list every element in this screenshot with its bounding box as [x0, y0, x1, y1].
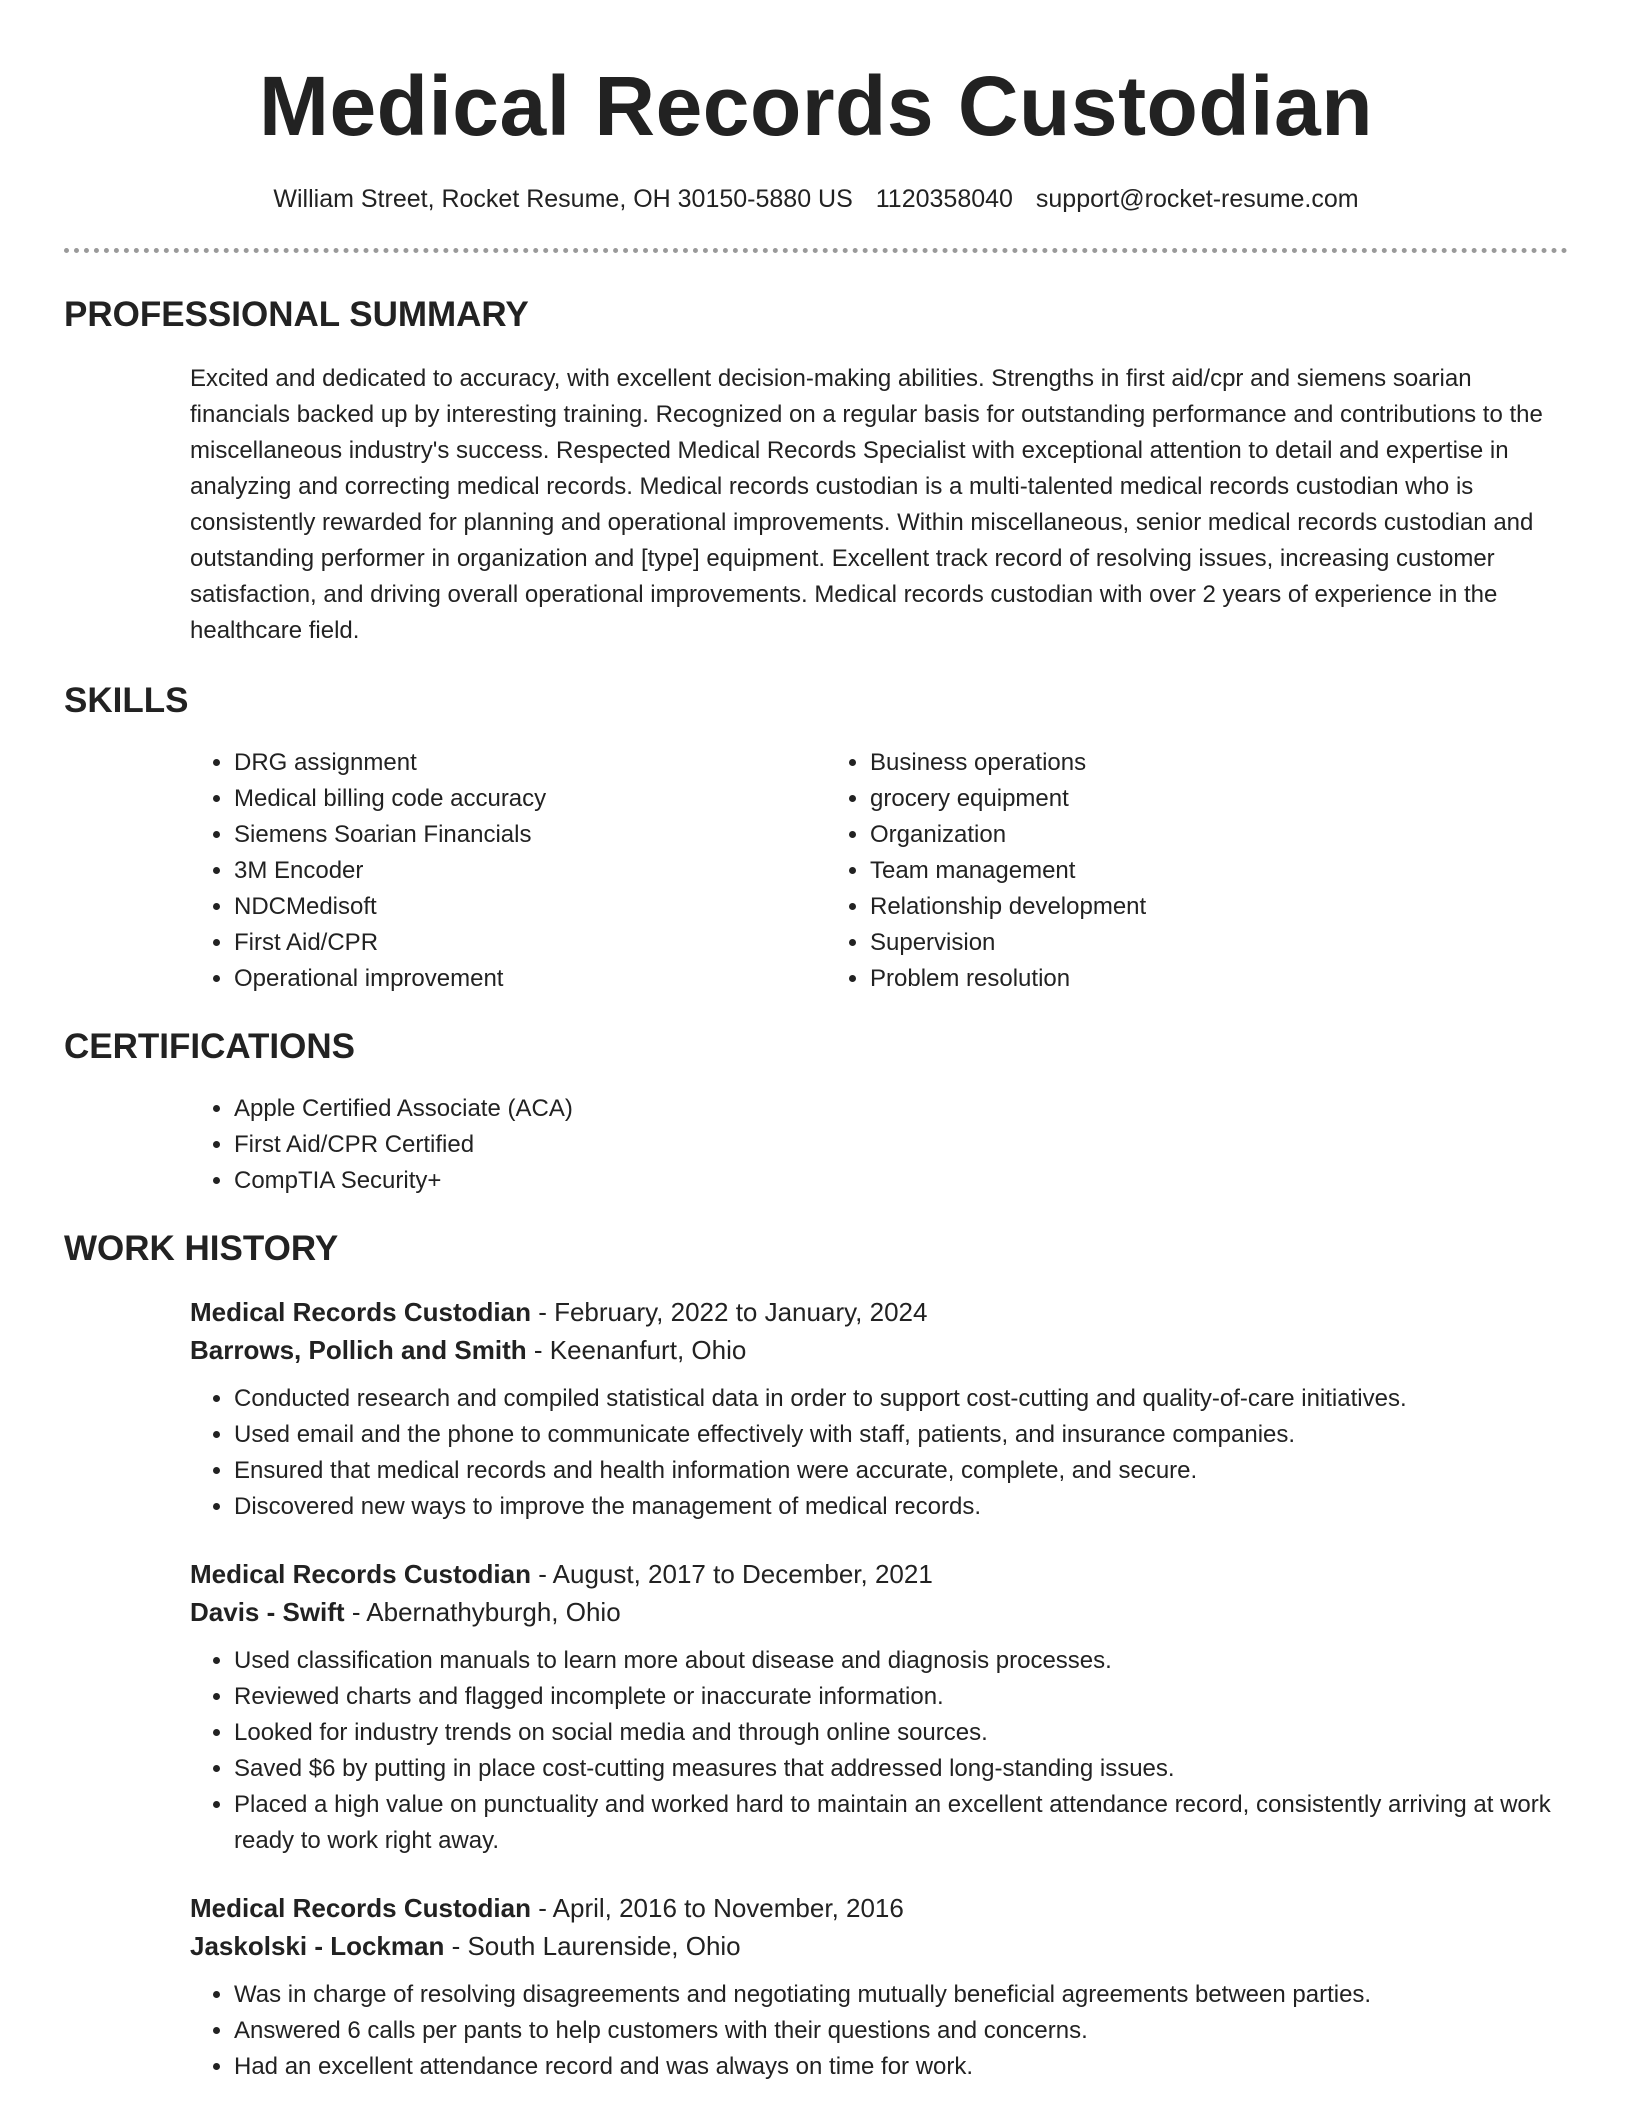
- job-location: - Keenanfurt, Ohio: [526, 1335, 747, 1365]
- section-title-certifications: CERTIFICATIONS: [64, 1027, 356, 1066]
- job-bullet: • Reviewed charts and flagged incomplete or inaccurate information.: [234, 1679, 1568, 1715]
- contact-line: [64, 182, 1568, 216]
- certification-item: • CompTIA Security+: [234, 1163, 1568, 1199]
- summary-text: Excited and dedicated to accuracy, with excellent decision-making abilities. Strengths in first aid/cpr and siemens soarian financials backed up by interesting training. Recognized on a regular basis for outstanding performance and contributions to the miscellaneous industry's success. Respected Medical Records Specialist with exceptional attention to detail and expertise in analyzing and correcting medical records. Medical records custodian is a multi-talented medical records custodian who is consistently rewarded for planning and operational improvements. Within miscellaneous, senior medical records custodian and outstanding performer in organization and [type] equipment. Excellent track record of resolving issues, increasing customer satisfaction, and driving overall operational improvements. Medical records custodian with over 2 years of experience in the healthcare field.: [190, 365, 1543, 644]
- section-title-skills: SKILLS: [64, 681, 189, 720]
- skill-item: • Relationship development: [870, 889, 1462, 925]
- contact-phone: 1120358040: [875, 185, 1013, 213]
- job-company: Jaskolski - Lockman: [190, 1931, 445, 1961]
- job-bullet: • Used classification manuals to learn more about disease and diagnosis processes.: [234, 1643, 1568, 1679]
- job-company-line: [190, 1331, 1568, 1369]
- job-bullet: • Used email and the phone to communicate effectively with staff, patients, and insurance companies.: [234, 1417, 1568, 1453]
- job-bullets: [190, 1381, 1568, 1525]
- section-title-work-history: WORK HISTORY: [64, 1229, 339, 1268]
- job-entry: [190, 1555, 1568, 1859]
- job-bullet: • Had an excellent attendance record and was always on time for work.: [234, 2049, 1568, 2085]
- skill-item: • 3M Encoder: [234, 853, 826, 889]
- job-dates: - April, 2016 to November, 2016: [530, 1893, 904, 1923]
- skill-item: • Organization: [870, 817, 1462, 853]
- skill-item: • First Aid/CPR: [234, 925, 826, 961]
- job-location: - South Laurenside, Ohio: [444, 1931, 741, 1961]
- job-dates: - February, 2022 to January, 2024: [530, 1297, 928, 1327]
- job-company-line: [190, 1927, 1568, 1965]
- skill-item: • Medical billing code accuracy: [234, 781, 826, 817]
- job-company: Davis - Swift: [190, 1597, 345, 1627]
- resume-page: [64, 0, 1568, 2085]
- job-role-line: [190, 1293, 1568, 1331]
- header-divider: [64, 248, 1568, 253]
- job-bullet: • Was in charge of resolving disagreements and negotiating mutually beneficial agreements between parties.: [234, 1977, 1568, 2013]
- skills-right-list: [826, 745, 1462, 997]
- job-role: Medical Records Custodian: [190, 1297, 531, 1327]
- skill-item: • NDCMedisoft: [234, 889, 826, 925]
- job-bullet: • Discovered new ways to improve the management of medical records.: [234, 1489, 1568, 1525]
- skill-item: • Siemens Soarian Financials: [234, 817, 826, 853]
- skill-item: • Team management: [870, 853, 1462, 889]
- skill-item: • Operational improvement: [234, 961, 826, 997]
- section-title-summary: PROFESSIONAL SUMMARY: [64, 295, 529, 334]
- job-role-line: [190, 1889, 1568, 1927]
- contact-email: support@rocket-resume.com: [1035, 185, 1359, 213]
- resume-name: Medical Records Custodian: [258, 59, 1374, 153]
- job-bullet: • Conducted research and compiled statistical data in order to support cost-cutting and quality-of-care initiatives.: [234, 1381, 1568, 1417]
- job-bullet: • Answered 6 calls per pants to help customers with their questions and concerns.: [234, 2013, 1568, 2049]
- skills-columns: [190, 745, 1568, 997]
- job-company-line: [190, 1593, 1568, 1631]
- job-company: Barrows, Pollich and Smith: [190, 1335, 527, 1365]
- certification-item: • First Aid/CPR Certified: [234, 1127, 1568, 1163]
- job-bullet: • Placed a high value on punctuality and worked hard to maintain an excellent attendance record, consistently arriving at work ready to work right away.: [234, 1787, 1568, 1859]
- job-role: Medical Records Custodian: [190, 1559, 531, 1589]
- job-bullet: • Saved $6 by putting in place cost-cutting measures that addressed long-standing issues.: [234, 1751, 1568, 1787]
- skill-item: • Supervision: [870, 925, 1462, 961]
- job-entry: [190, 1889, 1568, 2085]
- job-bullets: [190, 1977, 1568, 2085]
- job-role: Medical Records Custodian: [190, 1893, 531, 1923]
- skill-item: • grocery equipment: [870, 781, 1462, 817]
- certifications-list: [190, 1091, 1568, 1199]
- skills-left-list: [190, 745, 826, 997]
- skill-item: • Problem resolution: [870, 961, 1462, 997]
- skill-item: • DRG assignment: [234, 745, 826, 781]
- job-role-line: [190, 1555, 1568, 1593]
- skill-item: • Business operations: [870, 745, 1462, 781]
- job-entry: [190, 1293, 1568, 1525]
- job-bullet: • Ensured that medical records and health information were accurate, complete, and secure.: [234, 1453, 1568, 1489]
- job-bullets: [190, 1643, 1568, 1859]
- job-dates: - August, 2017 to December, 2021: [530, 1559, 933, 1589]
- certifications-block: [190, 1091, 1568, 1199]
- contact-address: William Street, Rocket Resume, OH 30150-5880 US: [273, 185, 853, 213]
- job-location: - Abernathyburgh, Ohio: [344, 1597, 621, 1627]
- certification-item: • Apple Certified Associate (ACA): [234, 1091, 1568, 1127]
- job-bullet: • Looked for industry trends on social media and through online sources.: [234, 1715, 1568, 1751]
